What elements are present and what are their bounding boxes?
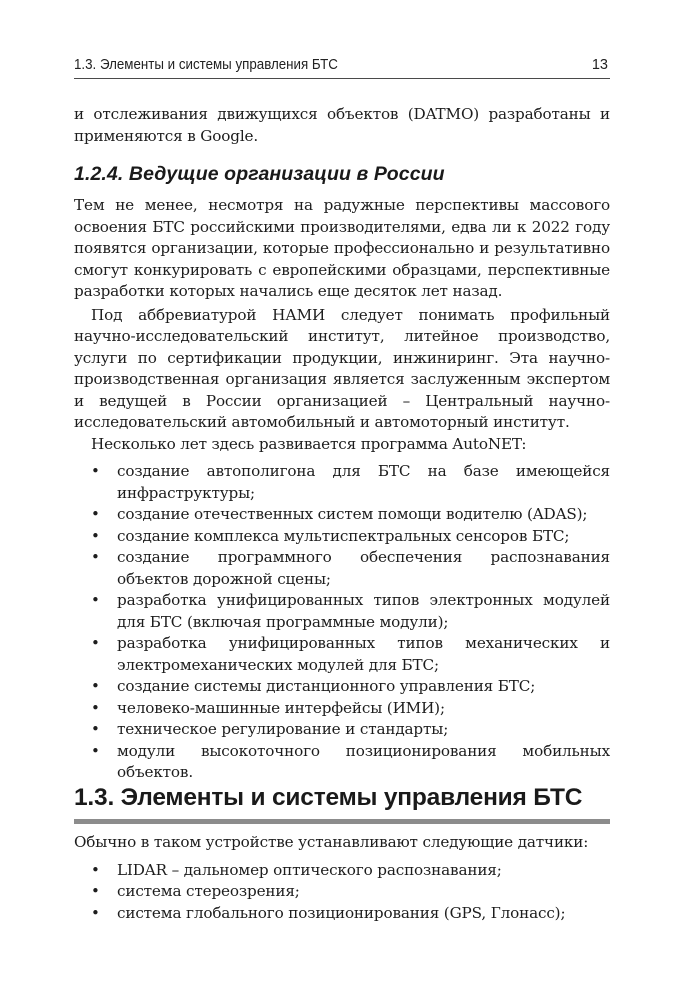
list-item-text: LIDAR – дальномер оптического распознавания; (117, 860, 502, 879)
bullet-icon: • (91, 634, 100, 652)
list-item-text: создание автополигона для БТС на базе имеющейся инфраструктуры; (117, 462, 610, 502)
paragraph: Под аббревиатурой НАМИ следует понимать профильный научно-исследовательский институт, литейное производство, услуги по сертификации продукции, инжиниринг. Эта научно-производственная организация является заслуженным экспертом и ведущей в России организацией – Центральный научно-исследовательский автомобильный и автомоторный институт. (74, 305, 610, 431)
bullet-icon: • (91, 548, 100, 566)
list-item-text: создание комплекса мультиспектральных сенсоров БТС; (117, 526, 570, 545)
list-item (74, 526, 610, 548)
bullet-icon: • (91, 860, 100, 879)
list-item (74, 461, 610, 504)
bullet-icon: • (91, 505, 100, 523)
bullet-icon: • (91, 591, 100, 609)
running-title: 1.3. Элементы и системы управления БТС (74, 57, 338, 73)
list-item-text: создание отечественных систем помощи водителю (ADAS); (117, 505, 588, 523)
list-item (74, 741, 610, 784)
list-item-text: разработка унифицированных типов механических и электромеханических модулей для БТС; (117, 634, 610, 674)
subsection-heading: 1.2.4. Ведущие организации в России (74, 163, 445, 185)
bullet-icon: • (91, 903, 100, 922)
list-item (74, 698, 610, 720)
list-item-text: техническое регулирование и стандарты; (117, 720, 449, 738)
list-item (74, 590, 610, 633)
list-item (74, 547, 610, 590)
subsection-body (74, 195, 610, 784)
list-item-text: создание системы дистанционного управления БТС; (117, 677, 536, 695)
section-heading: 1.3. Элементы и системы управления БТС (74, 784, 583, 811)
bullet-icon: • (91, 698, 100, 717)
section-body (74, 832, 610, 924)
section-heading-rule (74, 819, 610, 824)
page-number: 13 (591, 57, 608, 73)
paragraph: Несколько лет здесь развивается программа AutoNET: (91, 434, 527, 453)
running-header (74, 56, 610, 79)
list-item (74, 633, 610, 676)
sensors-bullet-list (74, 860, 610, 925)
list-item (74, 676, 610, 698)
list-item (74, 504, 610, 526)
list-item-text: разработка унифицированных типов электронных модулей для БТС (включая программные модули); (117, 591, 610, 631)
paragraph: Обычно в таком устройстве устанавливают следующие датчики: (74, 833, 589, 851)
list-item-text: модули высокоточного позиционирования мобильных объектов. (117, 741, 610, 781)
intro-paragraph: и отслеживания движущихся объектов (DATMO) разработаны и применяются в Google. (74, 105, 610, 145)
bullet-icon: • (91, 741, 100, 760)
list-item-text: система глобального позиционирования (GPS, Глонасс); (117, 903, 566, 922)
list-item (74, 881, 610, 903)
list-item-text: система стереозрения; (117, 882, 300, 900)
list-item (74, 860, 610, 882)
list-item (74, 903, 610, 925)
bullet-icon: • (91, 526, 100, 545)
list-item (74, 719, 610, 741)
paragraph: Тем не менее, несмотря на радужные перспективы массового освоения БТС российскими производителями, едва ли к 2022 году появятся организации, которые профессионально и результативно смогут конкурировать с европейскими образцами, перспективные разработки которых начались еще десяток лет назад. (74, 196, 610, 300)
bullet-icon: • (91, 677, 100, 695)
autonet-bullet-list (74, 461, 610, 784)
intro-text-block (74, 104, 610, 147)
bullet-icon: • (91, 882, 100, 900)
bullet-icon: • (91, 462, 100, 480)
list-item-text: человеко-машинные интерфейсы (ИМИ); (117, 698, 445, 717)
bullet-icon: • (91, 720, 100, 738)
list-item-text: создание программного обеспечения распознавания объектов дорожной сцены; (117, 548, 610, 588)
